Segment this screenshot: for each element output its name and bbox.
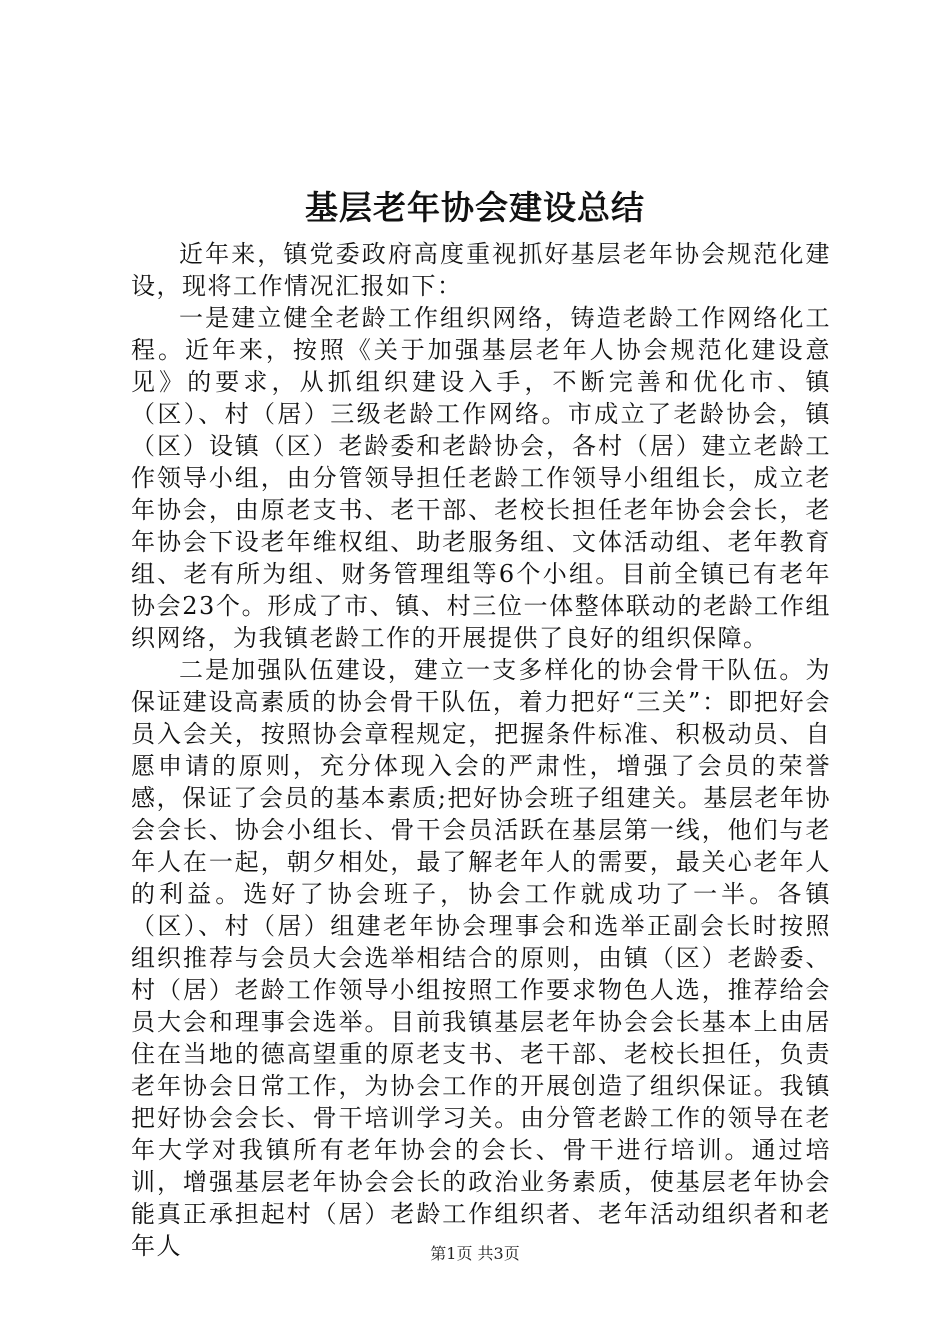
paragraph-team-building: 二是加强队伍建设，建立一支多样化的协会骨干队伍。为保证建设高素质的协会骨干队伍，着力把好“三关”：即把好会员入会关，按照协会章程规定，把握条件标准、积极动员、自愿申请的原则，充分体现入会的严肃性，增强了会员的荣誉感，保证了会员的基本素质;把好协会班子组建关。基层老年协会会长、协会小组长、骨干会员活跃在基层第一线，他们与老年人在一起，朝夕相处，最了解老年人的需要，最关心老年人的利益。选好了协会班子，协会工作就成功了一半。各镇（区）、村（居）组建老年协会理事会和选举正副会长时按照组织推荐与会员大会选举相结合的原则，由镇（区）老龄委、村（居）老龄工作领导小组按照工作要求物色人选，推荐给会员大会和理事会选举。目前我镇基层老年协会会长基本上由居住在当地的德高望重的原老支书、老干部、老校长担任，负责老年协会日常工作，为协会工作的开展创造了组织保证。我镇把好协会会长、骨干培训学习关。由分管老龄工作的领导在老年大学对我镇所有老年协会的会长、骨干进行培训。通过培训，增强基层老年协会会长的政治业务素质，使基层老年协会能真正承担起村（居）老龄工作组织者、老年活动组织者和老年人 — [131, 656, 831, 1260]
page-footer: 第1页 共3页 — [430, 1244, 520, 1263]
document-body — [131, 238, 831, 1262]
document-title: 基层老年协会建设总结 — [305, 188, 645, 227]
paragraph-organization-network: 一是建立健全老龄工作组织网络，铸造老龄工作网络化工程。近年来，按照《关于加强基层老年人协会规范化建设意见》的要求，从抓组织建设入手，不断完善和优化市、镇（区）、村（居）三级老龄工作网络。市成立了老龄协会，镇（区）设镇（区）老龄委和老龄协会，各村（居）建立老龄工作领导小组，由分管领导担任老龄工作领导小组组长，成立老年协会，由原老支书、老干部、老校长担任老年协会会长，老年协会下设老年维权组、助老服务组、文体活动组、老年教育组、老有所为组、财务管理组等6个小组。目前全镇已有老年协会23个。形成了市、镇、村三位一体整体联动的老龄工作组织网络，为我镇老龄工作的开展提供了良好的组织保障。 — [131, 304, 831, 652]
paragraph-intro: 近年来，镇党委政府高度重视抓好基层老年协会规范化建设，现将工作情况汇报如下： — [131, 240, 831, 300]
